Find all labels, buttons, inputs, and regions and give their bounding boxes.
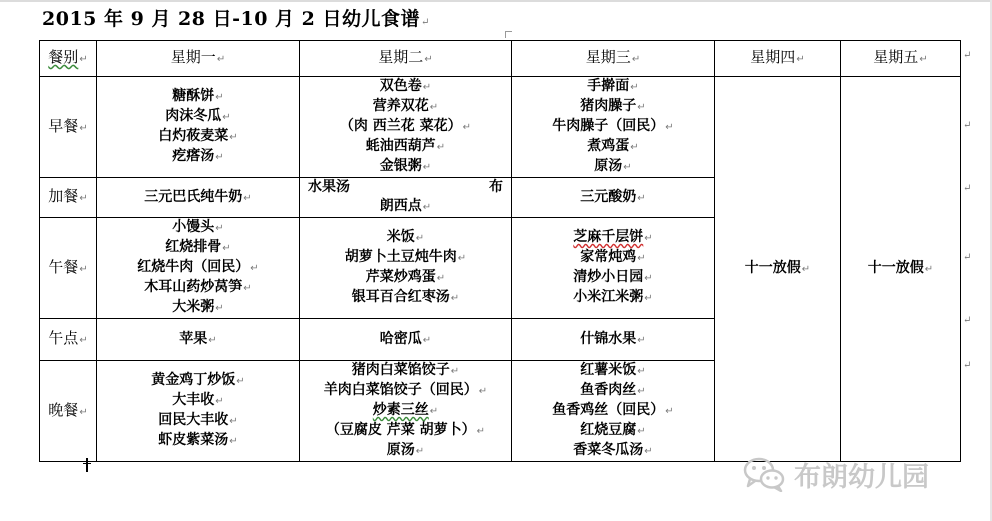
dish: 胡萝卜土豆炖牛肉↵	[344, 249, 467, 265]
dish: 清炒小日园↵	[573, 269, 653, 285]
cell-lunch-mon[interactable]	[97, 218, 300, 319]
meal-header-cell[interactable]: 餐别↵	[40, 41, 97, 77]
document-title[interactable]: 2015 年 9 月 28 日-10 月 2 日幼儿食谱↵	[42, 8, 430, 30]
cell-breakfast-mon[interactable]	[97, 77, 300, 178]
dish: 米饭↵	[386, 229, 425, 245]
cell-fri-holiday[interactable]: 十一放假↵	[841, 77, 961, 462]
row-end-mark: ↵	[963, 360, 972, 371]
row-end-mark: ↵	[963, 50, 972, 61]
row-end-mark: ↵	[963, 315, 972, 326]
watermark	[742, 452, 929, 496]
dish: 蚝油西葫芦↵	[365, 138, 446, 154]
day-header-fri[interactable]: 星期五↵	[841, 41, 961, 77]
cell-dinner-tue[interactable]	[300, 361, 512, 462]
dish: 煮鸡蛋↵	[587, 138, 639, 154]
dish: 香菜冬瓜汤↵	[573, 442, 653, 458]
dish: 营养双花↵	[372, 98, 439, 114]
dish: 双色卷↵	[379, 78, 432, 94]
meal-label-dinner[interactable]: 晚餐↵	[40, 361, 97, 462]
cell-thu-holiday[interactable]: 十一放假↵	[715, 77, 841, 462]
menu-table	[39, 40, 961, 462]
dish: 木耳山药炒莴笋↵	[144, 279, 252, 295]
dish: 猪肉臊子↵	[580, 98, 646, 114]
text-cursor	[86, 458, 88, 472]
cell-lunch-wed[interactable]	[512, 218, 715, 319]
cell-snack-tue[interactable]	[300, 178, 512, 218]
page-top-edge	[0, 0, 992, 2]
dish: 回民大丰收↵	[158, 412, 238, 428]
dish: 原汤↵	[386, 442, 425, 458]
dish: 猪肉白菜馅饺子↵	[351, 362, 460, 378]
dish: 鱼香肉丝↵	[580, 382, 646, 398]
dish: 炒素三丝↵	[372, 402, 439, 418]
dish: 金银粥↵	[379, 158, 432, 174]
dish: 小米江米粥↵	[573, 289, 653, 305]
cell-afternoon-mon[interactable]: 苹果↵	[97, 319, 300, 361]
watermark-text: 布朗幼儿园	[794, 461, 929, 493]
dish: 小馒头↵	[172, 219, 224, 235]
day-header-mon[interactable]: 星期一↵	[97, 41, 300, 77]
dish: （肉 西兰花 菜花）↵	[339, 118, 472, 134]
dish: 红烧排骨↵	[165, 239, 231, 255]
day-header-wed[interactable]: 星期三↵	[512, 41, 715, 77]
dish: 糖酥饼↵	[172, 88, 224, 104]
cell-breakfast-tue[interactable]	[300, 77, 512, 178]
row-end-mark: ↵	[963, 120, 972, 131]
dish: （豆腐皮 芹菜 胡萝卜）↵	[325, 422, 486, 438]
cell-breakfast-wed[interactable]	[512, 77, 715, 178]
cell-afternoon-tue[interactable]: 哈密瓜↵	[300, 319, 512, 361]
meal-label-snack[interactable]: 加餐↵	[40, 178, 97, 218]
cell-lunch-tue[interactable]	[300, 218, 512, 319]
meal-label-lunch[interactable]: 午餐↵	[40, 218, 97, 319]
dish: 原汤↵	[594, 158, 632, 174]
dish: 羊肉白菜馅饺子（回民）↵	[323, 382, 488, 398]
day-header-tue[interactable]: 星期二↵	[300, 41, 512, 77]
cell-dinner-mon[interactable]	[97, 361, 300, 462]
row-end-mark: ↵	[963, 252, 972, 263]
dish: 芹菜炒鸡蛋↵	[365, 269, 446, 285]
cell-afternoon-wed[interactable]: 什锦水果↵	[512, 319, 715, 361]
dish: 红烧牛肉（回民）↵	[137, 259, 259, 275]
dish: 疙瘩汤↵	[172, 148, 224, 164]
dish: 肉沫冬瓜↵	[165, 108, 231, 124]
wechat-icon	[742, 456, 786, 492]
dish: 白灼莜麦菜↵	[158, 128, 238, 144]
day-header-thu[interactable]: 星期四↵	[715, 41, 841, 77]
dish: 大丰收↵	[172, 392, 224, 408]
dish: 红薯米饭↵	[580, 362, 646, 378]
cell-snack-mon[interactable]: 三元巴氏纯牛奶↵	[97, 178, 300, 218]
dish: 红烧豆腐↵	[580, 422, 646, 438]
table-move-handle[interactable]	[505, 31, 512, 38]
breakfast-row	[40, 77, 961, 178]
cell-snack-wed[interactable]: 三元酸奶↵	[512, 178, 715, 218]
row-end-mark: ↵	[963, 183, 972, 194]
dish: 大米粥↵	[172, 299, 224, 315]
meal-label-breakfast[interactable]: 早餐↵	[40, 77, 97, 178]
dish: 牛肉臊子（回民）↵	[552, 118, 674, 134]
dish: 朗西点↵	[379, 198, 432, 214]
dish: 银耳百合红枣汤↵	[351, 289, 460, 305]
dish: 黄金鸡丁炒饭↵	[151, 372, 245, 388]
dish: 虾皮紫菜汤↵	[158, 432, 238, 448]
dish: 鱼香鸡丝（回民）↵	[552, 402, 674, 418]
justified-line: 水果汤 布	[308, 179, 503, 195]
header-row	[40, 41, 961, 77]
dish: 家常炖鸡↵	[580, 249, 646, 265]
dish: 芝麻千层饼↵	[573, 229, 653, 245]
meal-label-afternoon-snack[interactable]: 午点↵	[40, 319, 97, 361]
cell-dinner-wed[interactable]	[512, 361, 715, 462]
dish: 手擀面↵	[587, 78, 639, 94]
